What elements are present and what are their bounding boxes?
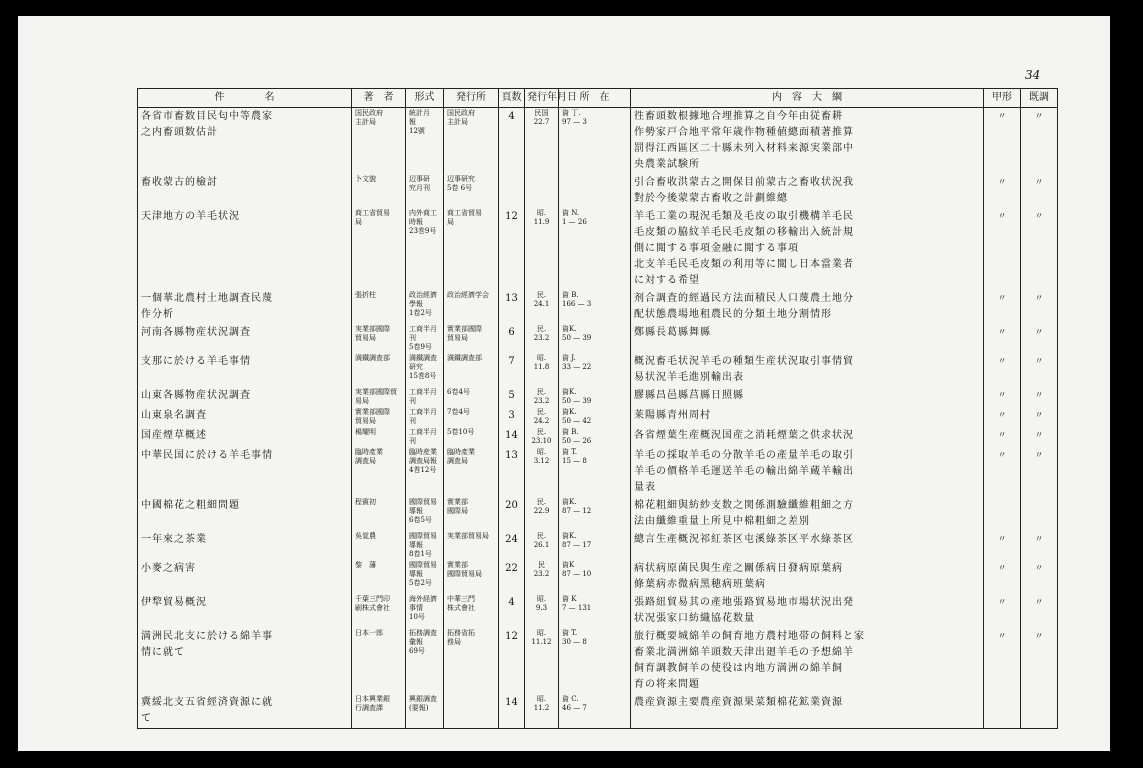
row-format: 政治經濟 學報 1卷2号 [406,290,444,324]
row-publisher: 6卷4号 [444,387,499,407]
row-date: 昭. 11.9 [525,208,559,290]
row-mark1: 〃 [984,208,1021,290]
row-title: 天津地方の羊毛状況 [138,208,352,290]
row-mark2: 〃 [1021,531,1058,560]
row-location: 資K. 87 — 17 [559,531,631,560]
row-mark2: 〃 [1021,427,1058,447]
row-mark2: 〃 [1021,353,1058,387]
row-title: 小麥之病害 [138,560,352,594]
row-date: 昭. 11.8 [525,353,559,387]
row-pages: 13 [499,447,525,497]
table-row [138,353,1058,387]
row-mark2: 〃 [1021,628,1058,694]
table-row [138,324,1058,353]
row-author: 千葉三門印 刷株式會社 [352,594,406,628]
row-date: 昭. 3.12 [525,447,559,497]
row-title: 畜收蒙古的檢討 [138,174,352,208]
row-mark2: 〃 [1021,560,1058,594]
row-pages [499,174,525,208]
row-author: 満鐵調査部 [352,353,406,387]
row-author: 吳覚農 [352,531,406,560]
row-content: 張路紐貿易其の產地張路貿易地市場状況出発 状况張家口紡織協花数量 [631,594,984,628]
row-location: 資K 87 — 10 [559,560,631,594]
row-location: 資 K 7 — 131 [559,594,631,628]
col-header-mark2: 既調 [1021,89,1058,108]
row-format: 内外商工 時報 23巻9号 [406,208,444,290]
row-date: 民. 23.2 [525,387,559,407]
row-publisher: 国民政府 主計局 [444,108,499,175]
row-mark1: 〃 [984,531,1021,560]
row-author: 商工省貿易 局 [352,208,406,290]
row-format: 統計月 報 12號 [406,108,444,175]
row-date: 民. 24.2 [525,407,559,427]
row-location: 資 J. 33 — 22 [559,353,631,387]
row-title: 山東泉名調査 [138,407,352,427]
row-format: 辺事研 究月刊 [406,174,444,208]
row-format: 工商半月刊 [406,427,444,447]
row-format: 満鐵調査 研究 15巻8号 [406,353,444,387]
row-content: 總言生產概況祁紅茶区屯溪綠茶区平水綠茶区 [631,531,984,560]
row-author: 実業部國際 貿易局 [352,324,406,353]
row-publisher: 満鐵調査部 [444,353,499,387]
row-publisher [444,694,499,729]
row-publisher: 政治經濟学会 [444,290,499,324]
row-title: 国産煙草概述 [138,427,352,447]
row-mark2: 〃 [1021,594,1058,628]
row-format: 國際貿易 導報 5卷2号 [406,560,444,594]
table-row [138,694,1058,729]
row-title: 伊犂貿易概況 [138,594,352,628]
row-mark1: 〃 [984,353,1021,387]
row-author: 国民政府 主計局 [352,108,406,175]
row-publisher: 實業部 國際貿易局 [444,560,499,594]
row-title: 河南各縣物産状況調査 [138,324,352,353]
row-publisher: 中華三門 株式會社 [444,594,499,628]
col-header-location: 所 在 [559,89,631,108]
row-pages: 13 [499,290,525,324]
row-author: 楊耀明 [352,427,406,447]
row-publisher: 辺事研究 5卷 6号 [444,174,499,208]
table-row [138,531,1058,560]
row-title: 中華民国に於ける羊毛事情 [138,447,352,497]
row-mark2: 〃 [1021,324,1058,353]
row-author: 日本興業銀 行調査課 [352,694,406,729]
row-publisher: 實業部國際 貿易局 [444,324,499,353]
row-content: 莱陽縣青州周村 [631,407,984,427]
row-title: 中國棉花之粗細問題 [138,497,352,531]
row-mark1: 〃 [984,560,1021,594]
col-header-title: 件 名 [138,89,352,108]
row-date: 昭. 9.3 [525,594,559,628]
row-date: 民. 23.10 [525,427,559,447]
row-pages: 14 [499,427,525,447]
row-publisher: 商工省貿易 局 [444,208,499,290]
row-format: 國際貿易 導報 8卷1号 [406,531,444,560]
row-title: 各省市畜数目民匂中等農家 之内畜頭数估計 [138,108,352,175]
col-header-format: 形式 [406,89,444,108]
row-date [525,174,559,208]
row-mark1: 〃 [984,324,1021,353]
row-date: 昭. 11.12 [525,628,559,694]
row-author: 黎 藩 [352,560,406,594]
row-mark1: 〃 [984,108,1021,175]
row-content: 剂合調査的經過民方法面積民人口蔑農土地分 配状態農場地租農民的分類土地分割情形 [631,290,984,324]
row-format: 海外経濟 事情 10号 [406,594,444,628]
table-row [138,427,1058,447]
row-date: 民国 22.7 [525,108,559,175]
col-header-publisher: 発行所 [444,89,499,108]
table-row [138,108,1058,175]
row-format: 拓務調査 彙報 69号 [406,628,444,694]
col-header-date: 発行年月日 [525,89,559,108]
row-format: 工商半月刊 [406,387,444,407]
row-content: 徃畜頭数根據地合埋推算之自今年由従畜耕 作勢家戸合地平常年歳作物種値總面積著推算 罰得江西區区二十縣未列入材料来源実業部中 央農業試験所 [631,108,984,175]
row-mark1: 〃 [984,447,1021,497]
table-row [138,290,1058,324]
row-title: 支那に於ける羊毛事情 [138,353,352,387]
row-content: 膠縣昌邑縣莒縣日照縣 [631,387,984,407]
row-author: 實業部國際 貿易局 [352,407,406,427]
row-publisher: 7卷4号 [444,407,499,427]
table-row [138,447,1058,497]
row-pages: 20 [499,497,525,531]
row-location: 資 T. 30 — 8 [559,628,631,694]
row-mark1: 〃 [984,290,1021,324]
row-mark2: 〃 [1021,447,1058,497]
row-content: 棉花粗細與紡紗支数之関係測驗纖維粗細之方 法由纖維重量上所見中棉粗細之差別 [631,497,984,531]
row-mark2 [1021,694,1058,729]
row-mark1 [984,497,1021,531]
row-content: 引合畜收洪蒙古之開保目前蒙古之畜收状況我 對於今後蒙蒙古畜收之計劃維總 [631,174,984,208]
row-mark2: 〃 [1021,290,1058,324]
row-pages: 22 [499,560,525,594]
row-content: 概況畜毛状況羊毛の種類生産状況取引事情貿 易状況羊毛進別輸出表 [631,353,984,387]
row-date: 昭. 11.2 [525,694,559,729]
row-author: 臨時產業 調査局 [352,447,406,497]
row-pages: 5 [499,387,525,407]
table-row [138,497,1058,531]
row-author: 程賓初 [352,497,406,531]
row-location: 資 C. 46 — 7 [559,694,631,729]
row-date: 民. 24.1 [525,290,559,324]
row-date: 民 23.2 [525,560,559,594]
row-content: 羊毛工業の現況毛類及毛皮の取引機構羊毛民 毛皮類の脇紋羊毛民毛皮類の移輸出入統計規 側に閲する事項金融に閲する事項 北支羊毛民毛皮類の利用等に閲し日本當業者 に対する希望 [631,208,984,290]
row-format: 臨時産業 調查局報 4巻12号 [406,447,444,497]
row-content: 病状病原菌民與生産之關係病日發病原葉病 條葉病赤微病黑穂病班葉病 [631,560,984,594]
row-author: 日本一郎 [352,628,406,694]
table-row [138,407,1058,427]
row-mark2: 〃 [1021,407,1058,427]
row-location [559,174,631,208]
row-mark2: 〃 [1021,387,1058,407]
table-header-row [138,89,1058,108]
row-mark2: 〃 [1021,108,1058,175]
row-pages: 4 [499,594,525,628]
row-pages: 4 [499,108,525,175]
row-publisher: 實業部 國際局 [444,497,499,531]
col-header-content: 内 容 大 綱 [631,89,984,108]
row-pages: 6 [499,324,525,353]
row-mark1 [984,694,1021,729]
table-row [138,560,1058,594]
row-location: 資K. 87 — 12 [559,497,631,531]
table-row [138,628,1058,694]
row-author: 実業部國際貿易局 [352,387,406,407]
row-format: 興銀調査 (要報) [406,694,444,729]
row-date: 民. 23.2 [525,324,559,353]
row-pages: 3 [499,407,525,427]
row-location: 資 T. 15 — 8 [559,447,631,497]
row-publisher: 拓務省拓 務局 [444,628,499,694]
row-location: 資K. 50 — 39 [559,324,631,353]
row-location: 資 B. 166 — 3 [559,290,631,324]
row-title: 山東各縣物産状況調査 [138,387,352,407]
row-publisher: 実業部貿易局 [444,531,499,560]
row-format: 工商半月刊 5卷9号 [406,324,444,353]
row-content: 鄭縣長葛縣舞縣 [631,324,984,353]
row-location: 資 N. 1 — 26 [559,208,631,290]
row-location: 資K. 50 — 42 [559,407,631,427]
row-author: 張折柱 [352,290,406,324]
row-date: 民. 22.9 [525,497,559,531]
row-pages: 7 [499,353,525,387]
row-publisher: 臨時產業 調査局 [444,447,499,497]
row-publisher: 5卷10号 [444,427,499,447]
row-location: 資K. 50 — 39 [559,387,631,407]
row-content: 各省煙葉生産概況国産之消耗煙葉之供求状況 [631,427,984,447]
row-content: 農産資源主要農産資源果菜類棉花鉱業資源 [631,694,984,729]
table-row [138,594,1058,628]
row-format: 國際貿易 導報 6卷5号 [406,497,444,531]
row-location: 資 丁. 97 — 3 [559,108,631,175]
page-number: 34 [1025,68,1041,82]
catalog-table [137,88,1058,729]
row-pages: 12 [499,208,525,290]
row-mark1: 〃 [984,427,1021,447]
row-title: 一個華北農村土地調査民蔑 作分析 [138,290,352,324]
row-date: 民. 26.1 [525,531,559,560]
row-content: 旅行概要城綿羊の飼育地方農村地帯の飼料と家 畜業北満洲綿羊頭数天津出廻羊毛の予想綿羊 飼育調教飼羊の使役は内地方満洲の綿羊飼 育の将来問題 [631,628,984,694]
row-format: 工商半月刊 [406,407,444,427]
row-mark2 [1021,497,1058,531]
row-author: 卜文貌 [352,174,406,208]
row-title: 一年來之茶業 [138,531,352,560]
row-mark2: 〃 [1021,174,1058,208]
row-mark2: 〃 [1021,208,1058,290]
row-pages: 14 [499,694,525,729]
row-mark1: 〃 [984,174,1021,208]
row-mark1: 〃 [984,628,1021,694]
row-mark1: 〃 [984,594,1021,628]
table-row [138,174,1058,208]
table-row [138,208,1058,290]
col-header-pages: 頁数 [499,89,525,108]
row-title: 満洲民北支に於ける綿羊事 情に就て [138,628,352,694]
row-pages: 24 [499,531,525,560]
row-location: 資 B. 50 — 26 [559,427,631,447]
row-mark1: 〃 [984,407,1021,427]
col-header-author: 著 者 [352,89,406,108]
row-pages: 12 [499,628,525,694]
col-header-mark1: 甲形 [984,89,1021,108]
row-content: 羊毛の採取羊毛の分散羊毛の產量羊毛の取引 羊毛の價格羊毛運送羊毛の輸出綿羊蔵羊輸出 量表 [631,447,984,497]
row-mark1: 〃 [984,387,1021,407]
row-title: 冀綏北支五省經済資源に就 て [138,694,352,729]
table-row [138,387,1058,407]
